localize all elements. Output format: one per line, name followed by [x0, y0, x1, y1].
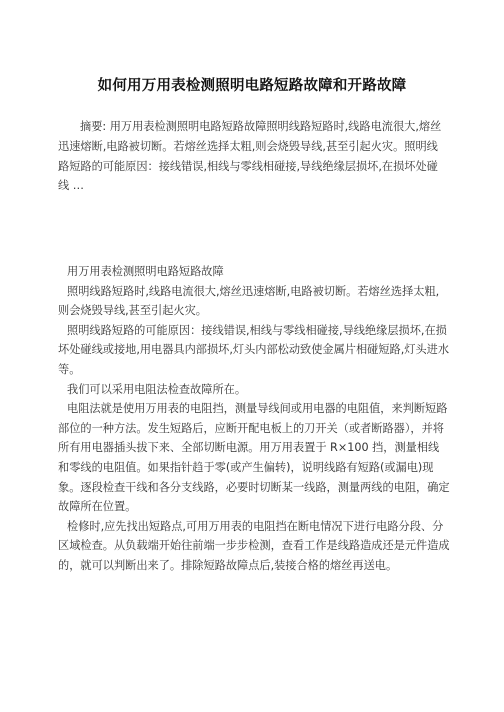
section-heading: 用万用表检测照明电路短路故障: [67, 265, 224, 278]
abstract-text: 用万用表检测照明电路短路故障照明线路短路时,线路电流很大,熔丝迅速熔断,电路被切断。若熔丝选择太粗,则会烧毁导线,甚至引起火灾。照明线路短路的可能原因：接线错误,相线与零线相碰接,导线绝缘层损坏,在损坏处碰线 …: [58, 120, 442, 193]
abstract-label: 摘要:: [80, 120, 107, 133]
page-title: 如何用万用表检测照明电路短路故障和开路故障: [97, 78, 407, 94]
paragraph: 我们可以采用电阻法检查故障所在。: [67, 382, 247, 396]
paragraph: 照明线路短路的可能原因：接线错误,相线与零线相碰接,导线绝缘层损坏,在损坏处碰线或接地,用电器具内部损坏,灯头内部松动致使金属片相碰短路,灯头进水等。: [58, 323, 450, 376]
abstract-block: [58, 117, 448, 196]
paragraph: 电阻法就是使用万用表的电阻挡，测量导线间或用电器的电阻值，来判断短路部位的一种方法。发生短路后，应断开配电板上的刀开关（或者断路器），并将所有用电器插头拔下来、全部切断电源。用万用表置于 R×100 挡，测量相线和零线的电阻值。如果指针趋于零(或产生偏转)，说明线路有短路(或漏电)现象。逐段检查干线和各分支线路，必要时切断某一线路，测量两线的电阻，确定故障所在位置。: [58, 402, 450, 514]
paragraph: 检修时,应先找出短路点,可用万用表的电阻挡在断电情况下进行电路分段、分区域检查。从负载端开始往前端一步步检测，查看工作是线路造成还是元件造成的，就可以判断出来了。排除短路故障点后,装接合格的熔丝再送电。: [58, 519, 450, 572]
article-body: [58, 262, 450, 576]
paragraph: 照明线路短路时,线路电流很大,熔丝迅速熔断,电路被切断。若熔丝选择太粗,则会烧毁导线,甚至引起火灾。: [58, 284, 440, 318]
